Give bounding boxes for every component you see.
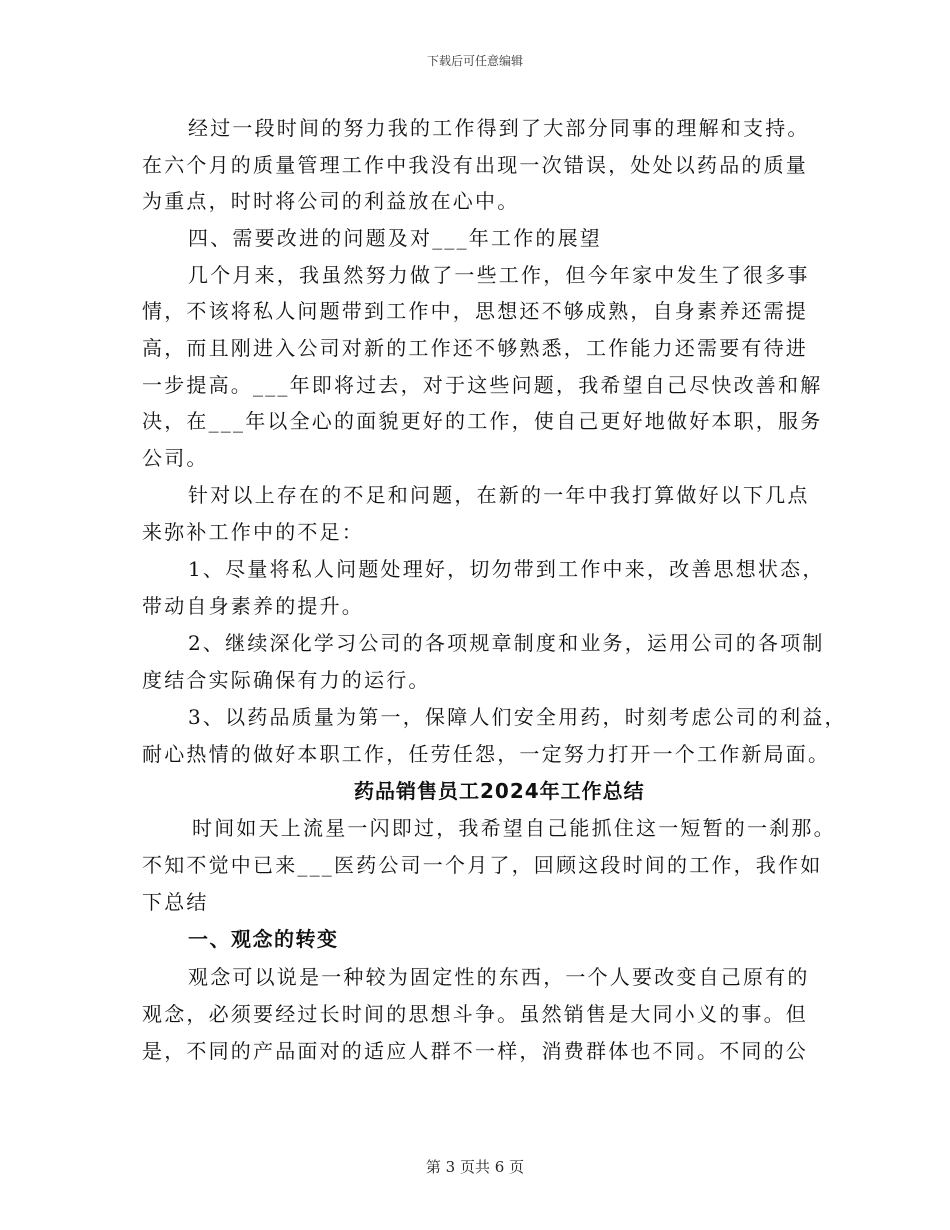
body-line: 公司。 [142,446,209,470]
body-line: 下总结 [142,890,209,914]
document-title: 药品销售员工2024年工作总结 [354,779,645,803]
body-line: 观念，必须要经过长时间的思想斗争。虽然销售是大同小义的事。但 [142,1002,808,1026]
body-line: 一步提高。___年即将过去，对于这些问题，我希望自己尽快改善和解 [142,373,823,397]
page-footer: 第 3 页共 6 页 [425,1158,525,1176]
list-item: 带动自身素养的提升。 [142,594,364,618]
body-line: 在六个月的质量管理工作中我没有出现一次错误，处处以药品的质量 [142,153,808,177]
body-line: 几个月来，我虽然努力做了一些工作，但今年家中发生了很多事 [188,263,810,287]
body-line: 高，而且刚进入公司对新的工作还不够熟悉，工作能力还需要有待进 [142,336,808,360]
body-line: 情，不该将私人问题带到工作中，思想还不够成熟，自身素养还需提 [142,299,808,323]
body-line: 决，在___年以全心的面貌更好的工作，使自己更好地做好本职，服务 [142,409,823,433]
body-line: 观念可以说是一种较为固定性的东西，一个人要改变自己原有的 [188,965,810,989]
list-item: 度结合实际确保有力的运行。 [142,668,431,692]
page-header: 下载后可任意编辑 [426,54,523,68]
section-heading: 一、观念的转变 [188,927,339,951]
body-line: 是，不同的产品面对的适应人群不一样，消费群体也不同。不同的公 [142,1039,808,1063]
body-line: 经过一段时间的努力我的工作得到了大部分同事的理解和支持。 [188,116,810,140]
body-line: 来弥补工作中的不足： [142,520,364,544]
list-item: 1、尽量将私人问题处理好，切勿带到工作中来，改善思想状态， [188,557,825,581]
body-line: 针对以上存在的不足和问题，在新的一年中我打算做好以下几点 [188,483,810,507]
body-line: 不知不觉中已来___医药公司一个月了，回顾这段时间的工作，我作如 [142,853,823,877]
section-heading: 四、需要改进的问题及对___年工作的展望 [188,226,602,250]
list-item: 3、以药品质量为第一，保障人们安全用药，时刻考虑公司的利益， [188,705,847,729]
list-item: 2、继续深化学习公司的各项规章制度和业务，运用公司的各项制 [188,631,825,655]
body-line: 为重点，时时将公司的利益放在心中。 [142,189,520,213]
body-line: 时间如天上流星一闪即过，我希望自己能抓住这一短暂的一刹那。 [192,816,836,840]
list-item: 耐心热情的做好本职工作，任劳任怨，一定努力打开一个工作新局面。 [142,742,831,766]
